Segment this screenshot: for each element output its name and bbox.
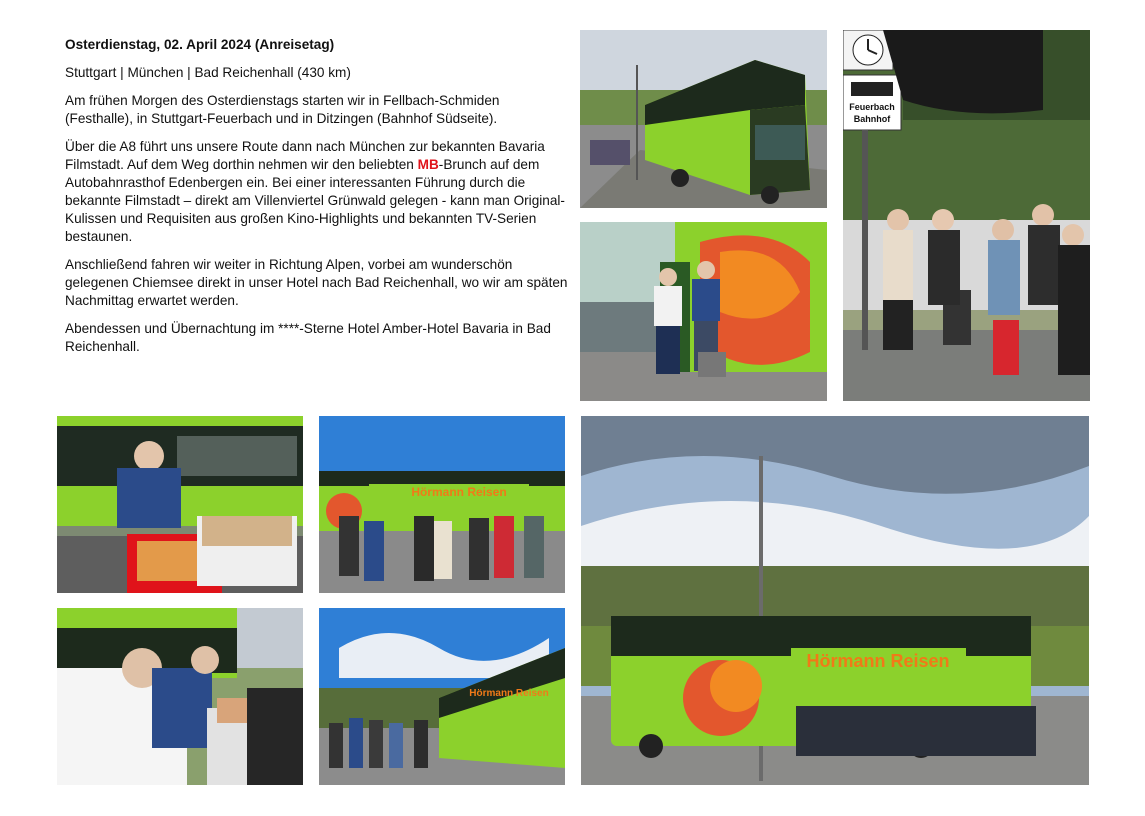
sign-line1: Feuerbach	[849, 102, 895, 112]
paragraph-departure: Am frühen Morgen des Osterdienstags starten wir in Fellbach-Schmiden (Festhalle), in Stuttgart-Feuerbach und in Ditzingen (Bahnhof Südseite).	[65, 93, 500, 126]
photo-buffet	[57, 608, 303, 785]
photo-crowd-bus	[319, 608, 565, 785]
mb-highlight: MB	[417, 157, 439, 172]
paragraph-route-rest: -Brunch auf dem Autobahnrasthof Edenbergen ein. Bei einer interessanten Führung durch die bekannte Filmstadt – direkt am Villenviertel Grünwald gelegen - kann man Original-Kulissen und Requisiten aus großen Kino-Highlights und bekannten TV-Serien bestaunen.	[65, 157, 565, 244]
bus-brand-label-3: Hörmann Reisen	[469, 688, 549, 699]
photo-bus-parking	[580, 30, 827, 208]
bus-brand-label-1: Hörmann Reisen	[411, 485, 507, 499]
photo-group-feuerbach	[843, 30, 1090, 401]
page-title: Osterdienstag, 02. April 2024 (Anreisetag)	[65, 37, 335, 52]
paragraph-route-intro: Über die A8 führt uns unsere Route dann nach München zur bekannten Bavaria Filmstadt. Auf dem Weg dorthin nehmen wir den beliebten	[65, 139, 545, 172]
paragraph-alps: Anschließend fahren wir weiter in Richtung Alpen, vorbei am wunderschön gelegenen Chiemsee direkt in unser Hotel nach Bad Reichenhall, wo wir am späten Nachmittag erwartet werden.	[65, 257, 568, 308]
photo-brunch-prep	[57, 416, 303, 593]
text-block	[65, 36, 570, 366]
bus-brand-label-2: Hörmann Reisen	[806, 651, 950, 671]
route-line: Stuttgart | München | Bad Reichenhall (430 km)	[65, 65, 351, 80]
sign-line2: Bahnhof	[853, 114, 891, 124]
photo-drivers	[580, 222, 827, 401]
paragraph-hotel: Abendessen und Übernachtung im ****-Sterne Hotel Amber-Hotel Bavaria in Bad Reichenhall.	[65, 321, 551, 354]
photo-bus-panorama	[581, 416, 1089, 785]
photo-passengers-bus	[319, 416, 565, 593]
paragraph-route	[65, 138, 570, 246]
